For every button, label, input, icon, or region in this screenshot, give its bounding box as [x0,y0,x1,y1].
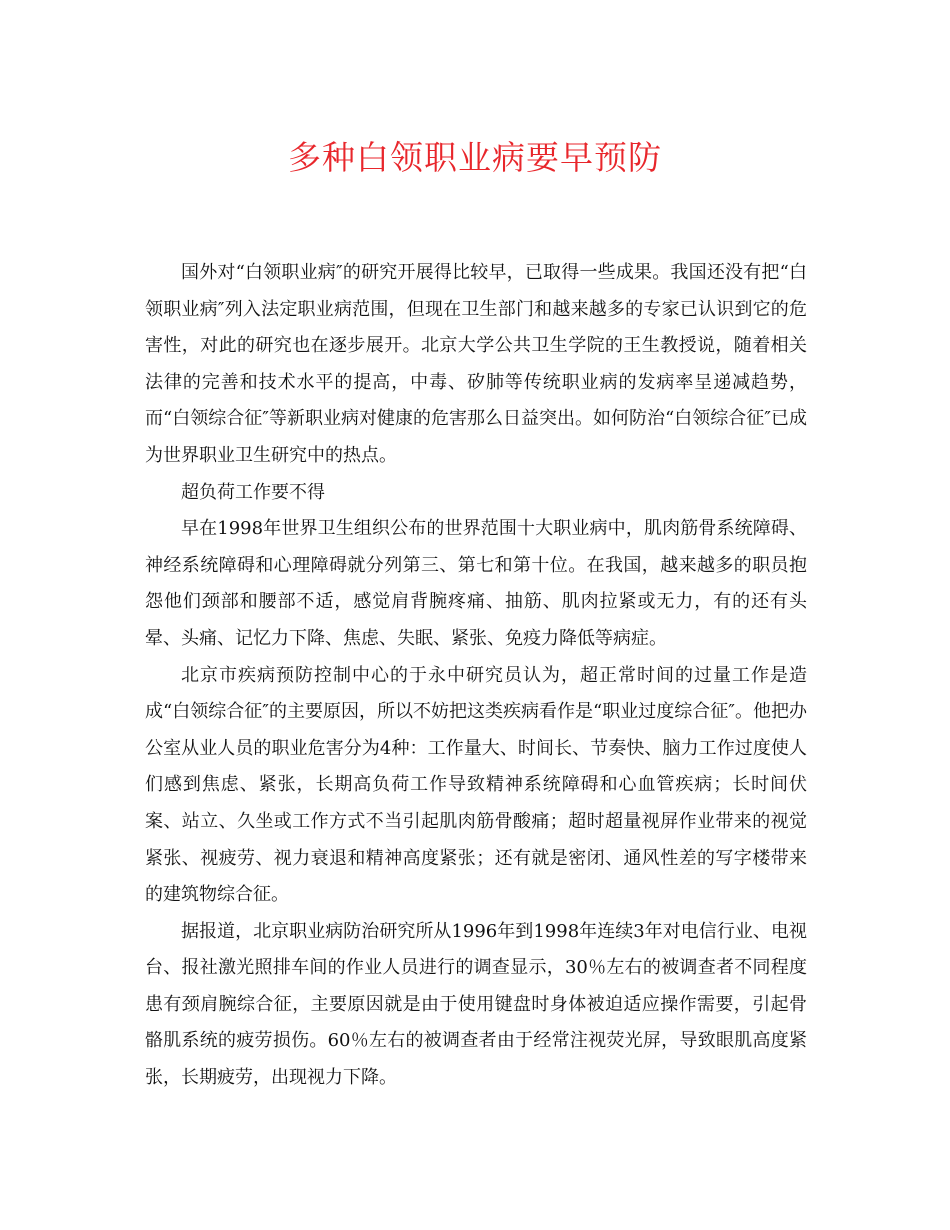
document-title: 多种白领职业病要早预防 [288,138,662,177]
section-heading: 超负荷工作要不得 [181,481,325,503]
paragraph-who-ranking: 早在1998年世界卫生组织公布的世界范围十大职业病中，肌肉筋骨系统障碍、神经系统障碍和心理障碍就分列第三、第七和第十位。在我国，越来越多的职员抱怨他们颈部和腰部不适，感觉肩背腕疼痛、抽筋、肌肉拉紧或无力，有的还有头晕、头痛、记忆力下降、焦虑、失眠、紧张、免疫力降低等病症。 [145,518,807,649]
paragraph-overwork-causes: 北京市疾病预防控制中心的于永中研究员认为，超正常时间的过量工作是造成“白领综合征″的主要原因，所以不妨把这类疾病看作是“职业过度综合征″。他把办公室从业人员的职业危害分为4种：工作量大、时间长、节奏快、脑力工作过度使人们感到焦虑、紧张，长期高负荷工作导致精神系统障碍和心血管疾病；长时间伏案、站立、久坐或工作方式不当引起肌肉筋骨酸痛；超时超量视屏作业带来的视觉紧张、视疲劳、视力衰退和精神高度紧张；还有就是密闭、通风性差的写字楼带来的建筑物综合征。 [145,664,807,906]
paragraph-intro: 国外对“白领职业病″的研究开展得比较早，已取得一些成果。我国还没有把“白领职业病″列入法定职业病范围，但现在卫生部门和越来越多的专家已认识到它的危害性，对此的研究也在逐步展开。北京大学公共卫生学院的王生教授说，随着相关法律的完善和技术水平的提高，中毒、矽肺等传统职业病的发病率呈递减趋势，而“白领综合征″等新职业病对健康的危害那么日益突出。如何防治“白领综合征″已成为世界职业卫生研究中的热点。 [145,262,807,466]
paragraph-survey-report: 据报道，北京职业病防治研究所从1996年到1998年连续3年对电信行业、电视台、报社激光照排车间的作业人员进行的调查显示，30％左右的被调查者不同程度患有颈肩腕综合征，主要原因就是由于使用键盘时身体被迫适应操作需要，引起骨骼肌系统的疲劳损伤。60％左右的被调查者由于经常注视荧光屏，导致眼肌高度紧张，长期疲劳，出现视力下降。 [145,920,807,1089]
document-body [145,255,807,1097]
